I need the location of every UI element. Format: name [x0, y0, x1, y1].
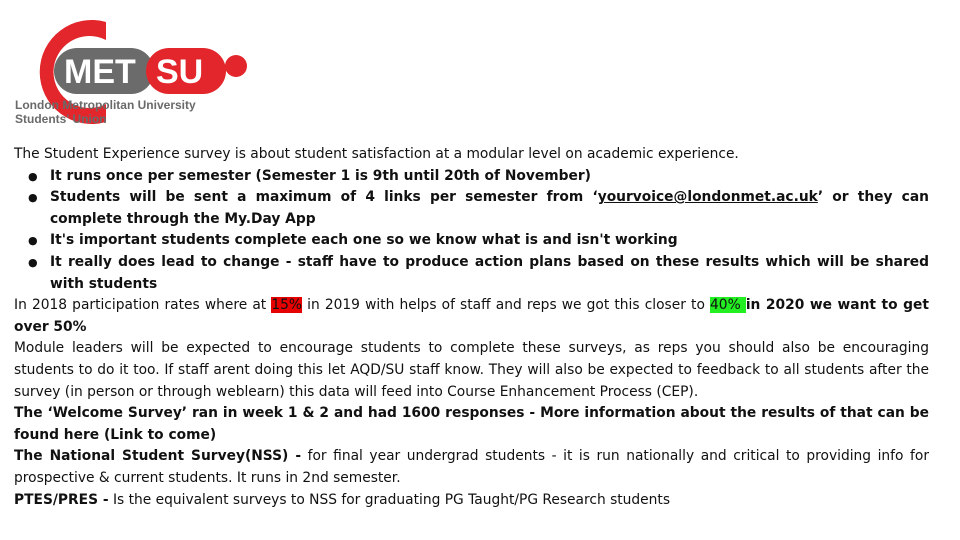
participation-paragraph [14, 295, 929, 338]
org-line-1: London Metropolitan University [15, 98, 196, 112]
org-name [15, 98, 196, 126]
nss-text: for final year undergrad students - it is run nationally and critical to providing info for prospective & current students. It runs in 2nd semester. [14, 448, 929, 486]
logo-met-text: MET [64, 53, 136, 91]
org-line-2: Students' Union [15, 112, 107, 126]
bullet-icon: ● [28, 255, 38, 269]
bullet-item [14, 187, 929, 230]
logo-su-text: SU [156, 53, 204, 91]
bullet-text: Students will be sent a maximum of 4 links per semester from ‘ [50, 189, 598, 206]
nss-label: The National Student Survey(NSS) - [14, 448, 302, 465]
met-su-logo [22, 18, 262, 148]
bullet-icon: ● [28, 234, 38, 248]
welcome-survey-paragraph [14, 403, 929, 446]
nss-paragraph [14, 446, 929, 489]
ptes-paragraph [14, 490, 929, 512]
bullet-text: It's important students complete each one so we know what is and isn't working [50, 232, 678, 249]
participation-text: in 2019 with helps of staff and reps we got this closer to [302, 297, 711, 314]
rate-2018-highlight: 15% [271, 297, 303, 314]
module-leaders-paragraph [14, 338, 929, 403]
survey-bullets [14, 166, 929, 296]
bullet-item [14, 252, 929, 295]
bullet-text: It really does lead to change - staff have to produce action plans based on these results which will be shared with students [50, 253, 929, 292]
participation-goal: in 2020 we want to get over 50% [14, 297, 929, 335]
ptes-text: Is the equivalent surveys to NSS for graduating PG Taught/PG Research students [108, 491, 671, 508]
welcome-label: The ‘Welcome Survey’ [14, 405, 188, 422]
bullet-text: ’ or they can complete through the My.Day App [50, 189, 929, 227]
welcome-text: ran in week 1 & 2 and had 1600 responses - More information about the results of that can be found here (Link to come) [14, 405, 930, 443]
intro-paragraph [14, 144, 929, 166]
bullet-item [14, 166, 929, 188]
bullet-icon: ● [28, 169, 38, 183]
bullet-text: It runs once per semester (Semester 1 is 9th until 20th of November) [50, 167, 591, 184]
participation-text: In 2018 participation rates where at [14, 297, 272, 314]
bullet-icon: ● [28, 191, 38, 205]
intro-text: The Student Experience survey is about student satisfaction at a modular level on academic experience. [14, 146, 739, 162]
ptes-label: PTES/PRES - [14, 491, 109, 508]
module-leaders-text: Module leaders will be expected to encourage students to complete these surveys, as reps you should also be encouraging students to do it too. If staff arent doing this let AQD/SU staff know. They will also be expected to feedback to all students after the survey (in person or through weblearn) this data will feed into Course Enhancement Process (CEP). [14, 340, 929, 400]
rate-2019-highlight: 40% [710, 297, 746, 314]
bullet-item [14, 230, 929, 252]
yourvoice-email-link[interactable]: yourvoice@londonmet.ac.uk [597, 189, 818, 206]
main-content [14, 144, 929, 511]
